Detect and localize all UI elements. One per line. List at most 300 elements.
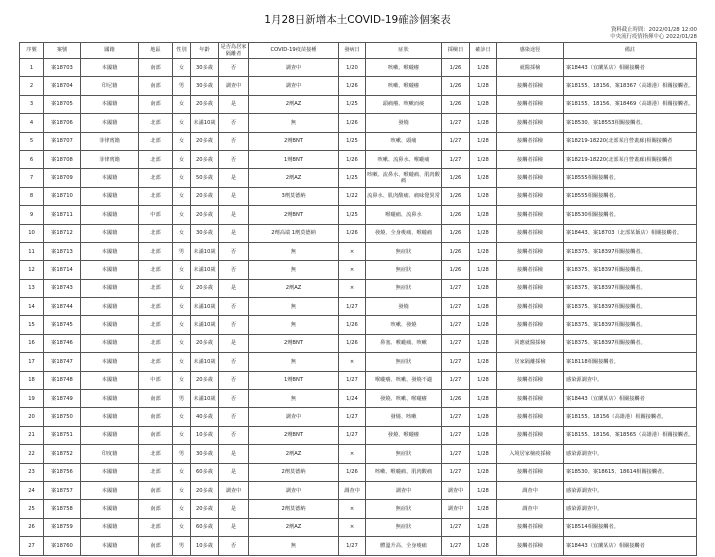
cell-onset-date: 1/26 (339, 334, 366, 352)
cell-infection-route: 接觸者採檢 (497, 426, 564, 444)
table-row (20, 518, 697, 536)
cell-confirm-date: 1/28 (470, 481, 497, 499)
cell-home-isolation: 是 (219, 279, 249, 297)
cell-region: 中部 (139, 206, 173, 224)
cell-vaccine: 調查中 (249, 59, 339, 77)
cell-symptoms: 無症狀 (366, 279, 442, 297)
cell-nationality: 菲律賓籍 (81, 132, 139, 150)
cell-remarks: 案18443、案18703（北部某飯店）相關接觸者。 (564, 224, 697, 242)
cell-age: 60多歲 (191, 518, 219, 536)
column-header-sex: 性別 (173, 43, 191, 59)
cell-onset-date: × (339, 445, 366, 463)
cell-confirm-date: 1/28 (470, 353, 497, 371)
cell-sex: 女 (173, 316, 191, 334)
cell-age: 未滿10歲 (191, 298, 219, 316)
cell-symptoms: 咳嗽、頭痛 (366, 132, 442, 150)
cell-seq: 5 (20, 132, 44, 150)
cell-infection-route: 接觸者採檢 (497, 298, 564, 316)
cell-remarks: 感染源調查中。 (564, 445, 697, 463)
cell-infection-route: 接觸者採檢 (497, 279, 564, 297)
cell-case-no: 案18747 (44, 353, 81, 371)
cell-onset-date: × (339, 500, 366, 518)
cell-infection-route: 接觸者採檢 (497, 132, 564, 150)
cell-case-no: 案18751 (44, 426, 81, 444)
cell-remarks: 案18155、18156、案18565（高雄港）相關接觸者。 (564, 426, 697, 444)
cell-sex: 女 (173, 353, 191, 371)
cell-nationality: 本國籍 (81, 261, 139, 279)
cell-seq: 3 (20, 95, 44, 113)
cell-remarks: 案18530、案18553相關接觸者。 (564, 114, 697, 132)
cell-sex: 女 (173, 279, 191, 297)
cell-sex: 女 (173, 518, 191, 536)
cell-nationality: 本國籍 (81, 371, 139, 389)
cell-home-isolation: 否 (219, 537, 249, 555)
cell-seq: 23 (20, 463, 44, 481)
column-header-case-no: 案號 (44, 43, 81, 59)
cell-sex: 女 (173, 224, 191, 242)
cell-test-date: 1/26 (442, 169, 470, 187)
cell-age: 20多歲 (191, 95, 219, 113)
data-cutoff-time: 資料截止時間：2022/01/28 12:00 (610, 27, 697, 33)
cell-remarks: 感染源調查中。 (564, 500, 697, 518)
cell-nationality: 本國籍 (81, 390, 139, 408)
cell-test-date: 1/26 (442, 206, 470, 224)
cell-region: 北部 (139, 150, 173, 168)
table-row (20, 187, 697, 205)
cell-onset-date: 1/25 (339, 169, 366, 187)
cell-remarks: 案18443（宜蘭某店）相關接觸者 (564, 537, 697, 555)
cell-seq: 4 (20, 114, 44, 132)
cell-region: 北部 (139, 114, 173, 132)
cell-region: 北部 (139, 463, 173, 481)
cell-nationality: 菲律賓籍 (81, 150, 139, 168)
cell-home-isolation: 調查中 (219, 481, 249, 499)
cell-infection-route: 入境居家檢疫採檢 (497, 445, 564, 463)
case-table (19, 42, 697, 556)
cell-onset-date: 調查中 (339, 481, 366, 499)
cell-test-date: 1/27 (442, 298, 470, 316)
cell-region: 北部 (139, 353, 173, 371)
cell-infection-route: 接觸者採檢 (497, 316, 564, 334)
cell-seq: 25 (20, 500, 44, 518)
cell-test-date: 1/26 (442, 95, 470, 113)
cell-nationality: 印尼籍 (81, 77, 139, 95)
cell-test-date: 1/27 (442, 150, 470, 168)
cell-onset-date: 1/25 (339, 206, 366, 224)
cell-test-date: 1/27 (442, 537, 470, 555)
cell-test-date: 1/27 (442, 445, 470, 463)
cell-home-isolation: 否 (219, 242, 249, 260)
cell-remarks: 案18155、18156、案18469（高雄港）相關接觸者。 (564, 95, 697, 113)
cell-age: 20多歲 (191, 279, 219, 297)
cell-remarks: 案18375、案18397相關接觸者。 (564, 334, 697, 352)
cell-symptoms: 頭痛癢、咳嗽而痰 (366, 95, 442, 113)
cell-vaccine: 2劑莫德納 (249, 500, 339, 518)
cell-seq: 27 (20, 537, 44, 555)
cell-nationality: 本國籍 (81, 169, 139, 187)
cell-infection-route: 接觸者採檢 (497, 114, 564, 132)
cell-seq: 26 (20, 518, 44, 536)
cell-age: 20多歲 (191, 371, 219, 389)
cell-sex: 男 (173, 537, 191, 555)
cell-infection-route: 接觸者採檢 (497, 206, 564, 224)
cell-region: 北部 (139, 242, 173, 260)
cell-sex: 女 (173, 95, 191, 113)
cell-seq: 11 (20, 242, 44, 260)
cell-case-no: 案18706 (44, 114, 81, 132)
cell-symptoms: 發燒、咳嗽、喉嚨癢 (366, 390, 442, 408)
cell-case-no: 案18744 (44, 298, 81, 316)
cell-symptoms: 咳嗽、發燒 (366, 316, 442, 334)
cell-sex: 女 (173, 132, 191, 150)
table-row (20, 150, 697, 168)
cell-infection-route: 調查中 (497, 500, 564, 518)
cell-home-isolation: 否 (219, 298, 249, 316)
cell-remarks: 案18219-18220(北部某自營畫廊)相關接觸者 (564, 132, 697, 150)
column-header-remarks: 備註 (564, 43, 697, 59)
cell-sex: 女 (173, 187, 191, 205)
cell-confirm-date: 1/28 (470, 206, 497, 224)
cell-home-isolation: 否 (219, 59, 249, 77)
cell-region: 南部 (139, 481, 173, 499)
cell-sex: 女 (173, 500, 191, 518)
cell-vaccine: 無 (249, 537, 339, 555)
cell-region: 北部 (139, 279, 173, 297)
cell-infection-route: 接觸者採檢 (497, 390, 564, 408)
table-body (20, 59, 697, 556)
cell-home-isolation: 否 (219, 390, 249, 408)
cell-nationality: 本國籍 (81, 114, 139, 132)
cell-remarks: 案18530、案18615、18614相關接觸者。 (564, 463, 697, 481)
cell-infection-route: 就醫採檢 (497, 59, 564, 77)
cell-seq: 13 (20, 279, 44, 297)
cell-sex: 男 (173, 242, 191, 260)
cell-sex: 女 (173, 408, 191, 426)
cell-seq: 8 (20, 187, 44, 205)
cell-age: 未滿10歲 (191, 261, 219, 279)
cell-case-no: 案18750 (44, 408, 81, 426)
cell-sex: 男 (173, 445, 191, 463)
cell-vaccine: 調查中 (249, 481, 339, 499)
cell-symptoms: 流鼻水、肌肉酸痛、痛味覺異常 (366, 187, 442, 205)
cell-seq: 6 (20, 150, 44, 168)
cell-confirm-date: 1/28 (470, 445, 497, 463)
cell-remarks: 案18375、案18397相關接觸者。 (564, 298, 697, 316)
cell-seq: 12 (20, 261, 44, 279)
cell-symptoms: 發燒、咳嗽 (366, 408, 442, 426)
column-header-confirm-date: 確診日 (470, 43, 497, 59)
table-row (20, 114, 697, 132)
cell-test-date: 1/27 (442, 316, 470, 334)
cell-home-isolation: 否 (219, 261, 249, 279)
cell-test-date: 1/27 (442, 279, 470, 297)
cell-vaccine: 1劑BNT (249, 150, 339, 168)
table-row (20, 426, 697, 444)
cell-onset-date: 1/26 (339, 463, 366, 481)
cell-sex: 女 (173, 169, 191, 187)
cell-age: 30多歲 (191, 445, 219, 463)
cell-seq: 17 (20, 353, 44, 371)
cell-case-no: 案18760 (44, 537, 81, 555)
cell-region: 北部 (139, 298, 173, 316)
cell-remarks: 案18155、18156（高雄港）相關接觸者。 (564, 408, 697, 426)
cell-sex: 女 (173, 206, 191, 224)
cell-test-date: 1/27 (442, 114, 470, 132)
table-row (20, 481, 697, 499)
table-row (20, 298, 697, 316)
cell-confirm-date: 1/28 (470, 426, 497, 444)
table-row (20, 169, 697, 187)
cell-seq: 7 (20, 169, 44, 187)
cell-home-isolation: 是 (219, 500, 249, 518)
cell-onset-date: × (339, 279, 366, 297)
cell-confirm-date: 1/28 (470, 150, 497, 168)
cell-nationality: 本國籍 (81, 518, 139, 536)
cell-infection-route: 接觸者採檢 (497, 224, 564, 242)
cell-home-isolation: 是 (219, 334, 249, 352)
cell-seq: 9 (20, 206, 44, 224)
cell-confirm-date: 1/28 (470, 500, 497, 518)
cell-region: 北部 (139, 169, 173, 187)
cell-test-date: 1/26 (442, 224, 470, 242)
cell-confirm-date: 1/28 (470, 279, 497, 297)
cell-case-no: 案18758 (44, 500, 81, 518)
cell-seq: 24 (20, 481, 44, 499)
cell-vaccine: 無 (249, 390, 339, 408)
cell-region: 南部 (139, 95, 173, 113)
cell-infection-route: 接觸者採檢 (497, 261, 564, 279)
cell-case-no: 案18708 (44, 150, 81, 168)
cell-infection-route: 接觸者採檢 (497, 169, 564, 187)
cell-sex: 女 (173, 150, 191, 168)
cell-infection-route: 接觸者採檢 (497, 518, 564, 536)
cell-age: 20多歲 (191, 334, 219, 352)
cell-home-isolation: 是 (219, 169, 249, 187)
cell-test-date: 1/27 (442, 463, 470, 481)
cell-nationality: 本國籍 (81, 279, 139, 297)
cell-seq: 16 (20, 334, 44, 352)
cell-age: 10多歲 (191, 537, 219, 555)
cell-sex: 男 (173, 390, 191, 408)
cell-age: 20多歲 (191, 150, 219, 168)
cell-vaccine: 2劑AZ (249, 518, 339, 536)
cell-onset-date: 1/26 (339, 150, 366, 168)
cell-vaccine: 無 (249, 353, 339, 371)
cell-remarks: 案18219-18220(北部某自營畫廊)相關接觸者 (564, 150, 697, 168)
cell-symptoms: 鼻塞、喉嚨痛、咳嗽 (366, 334, 442, 352)
table-row (20, 353, 697, 371)
cell-home-isolation: 調查中 (219, 77, 249, 95)
cell-symptoms: 無症狀 (366, 445, 442, 463)
cell-seq: 10 (20, 224, 44, 242)
cell-seq: 15 (20, 316, 44, 334)
cell-case-no: 案18712 (44, 224, 81, 242)
cell-age: 10多歲 (191, 426, 219, 444)
cell-infection-route: 接觸者採檢 (497, 187, 564, 205)
cell-confirm-date: 1/28 (470, 537, 497, 555)
cell-test-date: 1/26 (442, 77, 470, 95)
table-row (20, 206, 697, 224)
column-header-home-isolation: 是否為居家隔離者 (219, 43, 249, 59)
cell-remarks: 感染源調查中。 (564, 481, 697, 499)
cell-vaccine: 無 (249, 114, 339, 132)
cell-confirm-date: 1/28 (470, 95, 497, 113)
table-row (20, 408, 697, 426)
cell-age: 50多歲 (191, 169, 219, 187)
cell-symptoms: 發燒 (366, 298, 442, 316)
cell-case-no: 案18703 (44, 59, 81, 77)
cell-confirm-date: 1/28 (470, 316, 497, 334)
cell-remarks: 案18375、案18397相關接觸者。 (564, 316, 697, 334)
cell-vaccine: 2劑BNT (249, 334, 339, 352)
cell-age: 20多歲 (191, 481, 219, 499)
cell-region: 南部 (139, 426, 173, 444)
cell-onset-date: × (339, 518, 366, 536)
table-row (20, 224, 697, 242)
cell-case-no: 案18713 (44, 242, 81, 260)
table-row (20, 537, 697, 555)
cell-onset-date: 1/22 (339, 187, 366, 205)
column-header-age: 年齡 (191, 43, 219, 59)
table-row (20, 316, 697, 334)
cell-region: 北部 (139, 518, 173, 536)
cell-symptoms: 喉嚨癢、咳嗽、發燒不適 (366, 371, 442, 389)
cell-onset-date: 1/27 (339, 371, 366, 389)
cell-infection-route: 接觸者採檢 (497, 150, 564, 168)
cell-home-isolation: 是 (219, 187, 249, 205)
cell-infection-route: 接觸者採檢 (497, 463, 564, 481)
cell-home-isolation: 否 (219, 114, 249, 132)
table-row (20, 463, 697, 481)
table-row (20, 261, 697, 279)
cell-symptoms: 發燒、喉嚨癢 (366, 426, 442, 444)
cell-test-date: 1/27 (442, 426, 470, 444)
cell-onset-date: 1/24 (339, 390, 366, 408)
column-header-onset-date: 發病日 (339, 43, 366, 59)
cell-confirm-date: 1/28 (470, 298, 497, 316)
cell-symptoms: 咳嗽、流鼻水、喉嚨痛 (366, 150, 442, 168)
cell-remarks: 案18375、案18397相關接觸者。 (564, 279, 697, 297)
cell-test-date: 1/27 (442, 132, 470, 150)
cell-seq: 1 (20, 59, 44, 77)
cell-region: 北部 (139, 132, 173, 150)
cell-nationality: 本國籍 (81, 463, 139, 481)
cell-sex: 女 (173, 481, 191, 499)
cell-onset-date: 1/27 (339, 298, 366, 316)
cell-confirm-date: 1/28 (470, 242, 497, 260)
cell-vaccine: 3劑莫德納 (249, 187, 339, 205)
cell-nationality: 印度籍 (81, 445, 139, 463)
cell-vaccine: 無 (249, 298, 339, 316)
table-row (20, 242, 697, 260)
cell-infection-route: 接觸者採檢 (497, 95, 564, 113)
cell-vaccine: 2劑BNT (249, 132, 339, 150)
cell-symptoms: 體溫升高、全身痠痛 (366, 537, 442, 555)
cell-test-date: 1/26 (442, 390, 470, 408)
cell-onset-date: 1/26 (339, 77, 366, 95)
cell-region: 南部 (139, 408, 173, 426)
cell-onset-date: × (339, 261, 366, 279)
cell-region: 南部 (139, 500, 173, 518)
cell-onset-date: × (339, 242, 366, 260)
cell-confirm-date: 1/28 (470, 59, 497, 77)
cell-age: 30多歲 (191, 224, 219, 242)
cell-case-no: 案18746 (44, 334, 81, 352)
cell-remarks: 案18443（宜蘭某店）相關接觸者 (564, 59, 697, 77)
cell-region: 中部 (139, 371, 173, 389)
cell-case-no: 案18759 (44, 518, 81, 536)
cell-case-no: 案18743 (44, 279, 81, 297)
cell-infection-route: 接觸者採檢 (497, 371, 564, 389)
cell-age: 40多歲 (191, 408, 219, 426)
cell-onset-date: × (339, 353, 366, 371)
cell-case-no: 案18710 (44, 187, 81, 205)
cell-test-date: 1/26 (442, 261, 470, 279)
cell-case-no: 案18748 (44, 371, 81, 389)
cell-age: 30多歲 (191, 59, 219, 77)
cell-home-isolation: 是 (219, 518, 249, 536)
cell-confirm-date: 1/28 (470, 114, 497, 132)
cell-case-no: 案18711 (44, 206, 81, 224)
cell-onset-date: 1/27 (339, 537, 366, 555)
table-row (20, 59, 697, 77)
cell-home-isolation: 是 (219, 445, 249, 463)
cell-seq: 21 (20, 426, 44, 444)
table-row (20, 279, 697, 297)
cell-symptoms: 咳嗽、喉嚨癢 (366, 77, 442, 95)
table-row (20, 77, 697, 95)
cell-vaccine: 2劑AZ (249, 169, 339, 187)
cell-infection-route: 接觸者採檢 (497, 408, 564, 426)
cell-remarks: 案18375、案18397相關接觸者。 (564, 242, 697, 260)
cell-infection-route: 接觸者採檢 (497, 77, 564, 95)
table-row (20, 500, 697, 518)
table-row (20, 132, 697, 150)
column-header-seq: 序號 (20, 43, 44, 59)
cell-confirm-date: 1/28 (470, 169, 497, 187)
cell-sex: 男 (173, 77, 191, 95)
cell-age: 未滿10歲 (191, 316, 219, 334)
cell-region: 南部 (139, 537, 173, 555)
cell-case-no: 案18749 (44, 390, 81, 408)
cell-test-date: 1/27 (442, 408, 470, 426)
cell-case-no: 案18707 (44, 132, 81, 150)
cell-vaccine: 2劑高端 1劑莫德納 (249, 224, 339, 242)
table-row (20, 390, 697, 408)
cell-onset-date: 1/27 (339, 408, 366, 426)
cell-onset-date: 1/26 (339, 316, 366, 334)
cell-vaccine: 調查中 (249, 408, 339, 426)
cell-vaccine: 2劑AZ (249, 279, 339, 297)
column-header-symptoms: 症狀 (366, 43, 442, 59)
cell-remarks: 案18155、18156、案18367（高雄港）相關接觸者。 (564, 77, 697, 95)
cell-home-isolation: 否 (219, 426, 249, 444)
cell-home-isolation: 否 (219, 353, 249, 371)
cell-age: 未滿10歲 (191, 390, 219, 408)
cell-seq: 2 (20, 77, 44, 95)
cell-home-isolation: 否 (219, 316, 249, 334)
cell-home-isolation: 是 (219, 95, 249, 113)
cell-age: 20多歲 (191, 500, 219, 518)
cell-test-date: 1/27 (442, 518, 470, 536)
cell-test-date: 1/27 (442, 334, 470, 352)
cell-infection-route: 居家隔離採檢 (497, 353, 564, 371)
cell-sex: 女 (173, 334, 191, 352)
column-header-infection-route: 感染途徑 (497, 43, 564, 59)
cell-region: 南部 (139, 59, 173, 77)
cell-confirm-date: 1/28 (470, 371, 497, 389)
cell-onset-date: 1/26 (339, 224, 366, 242)
